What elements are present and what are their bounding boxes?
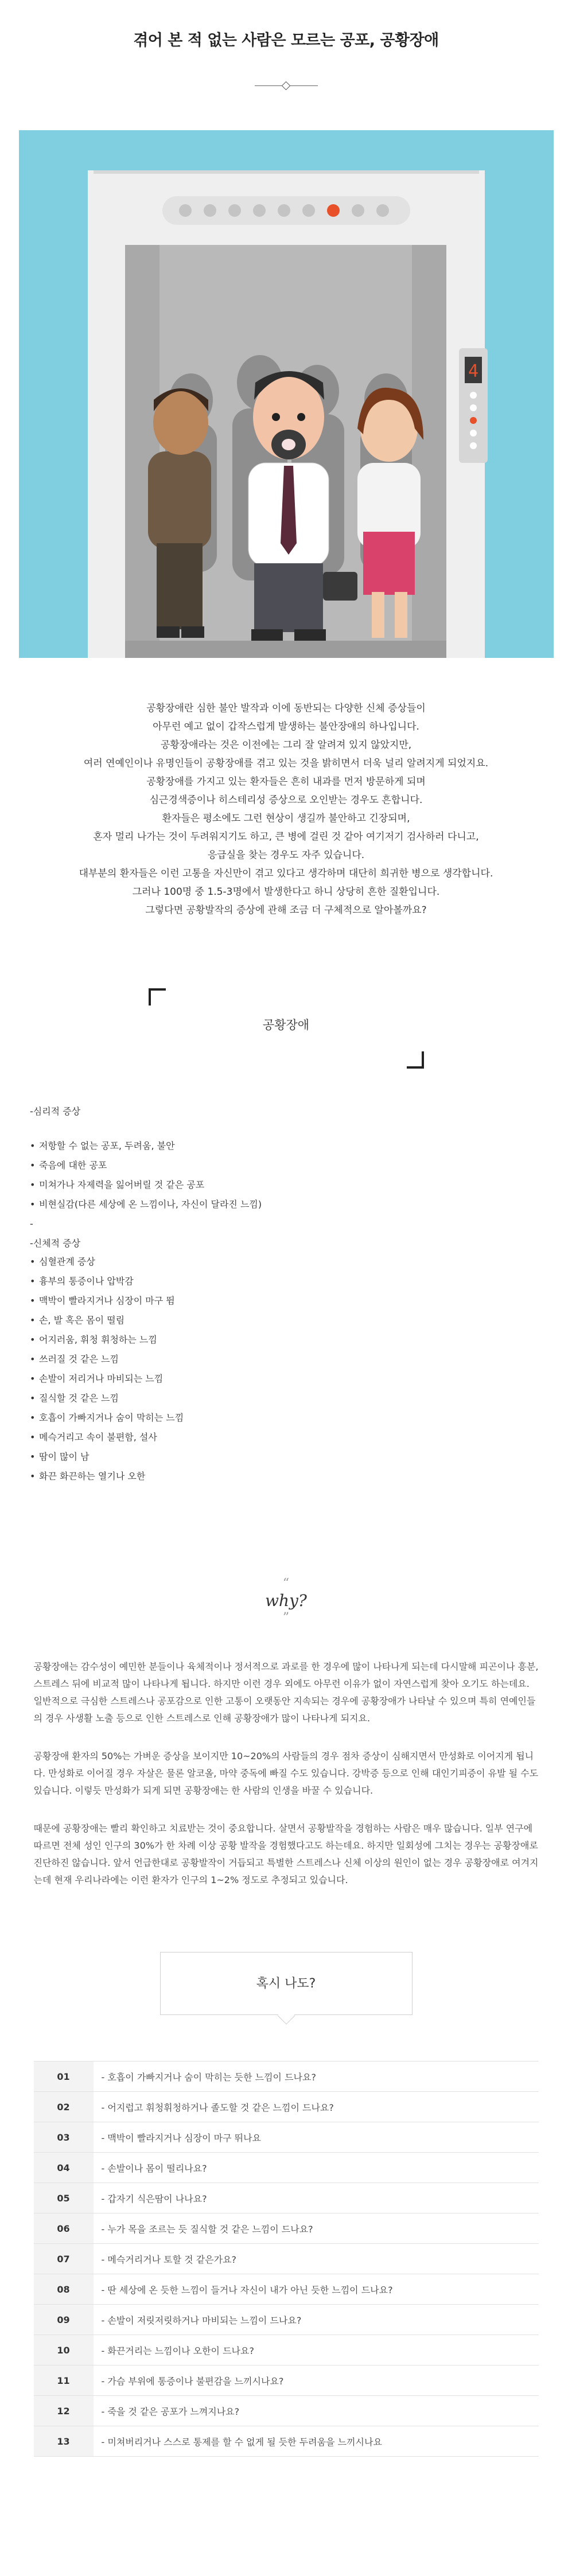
row-number: 13 <box>34 2426 94 2456</box>
list-item: • 비현실감(다른 세상에 온 느낌이나, 자신이 달라진 느낌) <box>30 1195 572 1214</box>
paragraph: 공황장애 환자의 50%는 가벼운 증상을 보이지만 10~20%의 사람들의 경우 점차 증상이 심해지면서 만성화로 이어지게 됩니다. 만성화로 이어질 경우 자살은 물론 알코올, 마약 중독에 빠질 수도 있습니다. 강박증 등으로 인해 대인기피증이 유발 될 수도 있습니다. 이렇듯 만성화가 되게 되면 공황장애는 한 사람의 인생을 바꿀 수 있습니다. <box>33 1751 539 1796</box>
intro-line: 심근경색증이나 히스테리성 증상으로 오인받는 경우도 흔합니다. <box>149 794 423 806</box>
table-row <box>34 2244 539 2274</box>
quote-close-icon: ” <box>282 1611 290 1625</box>
list-item: • 손, 발 혹은 몸이 떨림 <box>30 1311 572 1330</box>
section-heading-frame <box>149 988 424 1069</box>
intro-text <box>0 699 572 919</box>
explanation-text <box>34 1658 539 1889</box>
row-number: 11 <box>34 2365 94 2395</box>
active-floor-light <box>327 204 340 217</box>
table-row <box>34 2365 539 2396</box>
divider-diamond-icon <box>281 81 290 91</box>
row-number: 02 <box>34 2092 94 2122</box>
row-number: 03 <box>34 2122 94 2152</box>
quote-open-icon: “ <box>282 1576 290 1591</box>
row-number: 08 <box>34 2274 94 2304</box>
psych-list <box>30 1136 572 1214</box>
row-question: - 맥박이 빨라지거나 심장이 마구 뛰나요 <box>101 2132 261 2144</box>
paragraph: 때문에 공황장애는 빨리 확인하고 치료받는 것이 중요합니다. 살면서 공황발작을 경험하는 사람은 매우 많습니다. 일부 연구에 따르면 전체 성인 인구의 30%가 한 차례 이상 공황 발작을 경험했다고도 하는데요. 하지만 일회성에 그치는 경우는 공황장애로 진단하진 않습니다. 앞서 언급한대로 공황발작이 거듭되고 특별한 스트레스나 신체 이상의 원인이 없는 경우 공황장애로 여겨지는데 현재 우리나라에는 이런 환자가 인구의 1~2% 정도로 추정되고 있습니다. <box>33 1823 539 1885</box>
checklist-heading-box <box>160 1952 413 2026</box>
table-row <box>34 2426 539 2457</box>
checklist-table <box>34 2061 539 2457</box>
page-title: 겪어 본 적 없는 사람은 모르는 공포, 공황장애 <box>133 32 439 49</box>
list-item: • 질식할 것 같은 느낌 <box>30 1389 572 1408</box>
corner-bracket-bottom-right <box>407 1051 424 1069</box>
paragraph: 공황장애는 감수성이 예민한 분들이나 육체적이나 정서적으로 과로를 한 경우에 많이 나타나게 되는데 다시말해 피곤이나 흥분, 스트레스 뒤에 비교적 많이 나타나게 됩니다. 하지만 이런 경우 외에도 아무런 이유가 없이 자연스럽게 찾아 오기도 하는데요. 일반적으로 극심한 스트레스나 공포감으로 인한 고통이 오랫동안 지속되는 경우에 공황장애가 나타날 수 있으며 특히 연예인들의 경우 사생활 노출 등으로 인한 스트레스로 인해 공황장애가 많이 나타나게 되지요. <box>33 1661 539 1724</box>
list-item: • 미쳐가나 자제력을 잃어버릴 것 같은 공포 <box>30 1175 572 1195</box>
table-row <box>34 2092 539 2122</box>
row-question: - 어지럽고 휘청휘청하거나 졸도할 것 같은 느낌이 드나요? <box>101 2102 334 2113</box>
intro-line: 공황장애란 심한 불안 발작과 이에 동반되는 다양한 신체 증상들이 <box>146 703 426 714</box>
table-row <box>34 2274 539 2305</box>
intro-line: 혼자 멀리 나가는 것이 두려워지기도 하고, 큰 병에 걸린 것 같아 여기저기 검사하러 다니고, <box>93 831 479 843</box>
list-item: • 쓰러질 것 같은 느낌 <box>30 1350 572 1369</box>
row-question: - 딴 세상에 온 듯한 느낌이 들거나 자신이 내가 아닌 듯한 느낌이 드나요? <box>101 2284 393 2296</box>
physical-list <box>30 1252 572 1486</box>
row-number: 05 <box>34 2183 94 2213</box>
table-row <box>34 2396 539 2426</box>
row-question: - 손발이나 몸이 떨리나요? <box>101 2162 207 2174</box>
row-question: - 호흡이 가빠지거나 숨이 막히는 듯한 느낌이 드나요? <box>101 2071 316 2083</box>
corner-bracket-top-left <box>149 988 166 1006</box>
why-title: why? <box>265 1591 307 1610</box>
floor-number: 4 <box>468 361 478 381</box>
briefcase-icon <box>323 572 357 601</box>
list-item: • 맥박이 빨라지거나 심장이 마구 뜀 <box>30 1291 572 1311</box>
row-number: 07 <box>34 2244 94 2274</box>
row-question: - 메슥거리거나 토할 것 같은가요? <box>101 2254 237 2265</box>
list-item: • 어지러움, 휘청 휘청하는 느낌 <box>30 1330 572 1350</box>
list-item: • 호흡이 가빠지거나 숨이 막히는 느낌 <box>30 1408 572 1428</box>
section-title: 공황장애 <box>262 1018 310 1032</box>
row-question: - 누가 목을 조르는 듯 질식할 것 같은 느낌이 드나요? <box>101 2223 313 2235</box>
row-question: - 손발이 저릿저릿하거나 마비되는 느낌이 드나요? <box>101 2314 302 2326</box>
checklist-title: 혹시 나도? <box>256 1977 316 1991</box>
row-question: - 가슴 부위에 통증이나 불편감을 느끼시나요? <box>101 2375 284 2387</box>
table-row <box>34 2335 539 2365</box>
row-number: 10 <box>34 2335 94 2365</box>
table-row <box>34 2213 539 2244</box>
row-number: 12 <box>34 2396 94 2426</box>
row-number: 06 <box>34 2213 94 2243</box>
row-question: - 화끈거리는 느낌이나 오한이 드나요? <box>101 2345 254 2356</box>
list-item: • 메슥거리고 속이 불편함, 설사 <box>30 1428 572 1447</box>
table-row <box>34 2183 539 2213</box>
physical-heading: -신체적 증상 <box>30 1238 81 1249</box>
intro-line: 공황장애를 가지고 있는 환자들은 흔히 내과를 먼저 방문하게 되며 <box>146 776 426 788</box>
symptom-list <box>30 1103 572 1486</box>
list-item: • 죽음에 대한 공포 <box>30 1156 572 1175</box>
table-row <box>34 2061 539 2092</box>
list-item: • 땀이 많이 남 <box>30 1447 572 1467</box>
hero-illustration <box>19 130 554 658</box>
table-row <box>34 2153 539 2183</box>
list-item: • 화끈 화끈하는 열기나 오한 <box>30 1467 572 1486</box>
row-question: - 죽을 것 같은 공포가 느껴지나요? <box>101 2406 240 2417</box>
psych-heading: -심리적 증상 <box>30 1106 81 1117</box>
table-row <box>34 2122 539 2153</box>
intro-line: 그렇다면 공황발작의 증상에 관해 조금 더 구체적으로 알아볼까요? <box>145 905 427 916</box>
intro-line: 응급실을 찾는 경우도 자주 있습니다. <box>207 849 365 861</box>
elevator-illustration <box>19 130 554 658</box>
row-question: - 미쳐버리거나 스스로 통제를 할 수 없게 될 듯한 두려움을 느끼시나요 <box>101 2436 382 2448</box>
intro-line: 공황장애라는 것은 이전에는 그리 잘 알려져 있지 않았지만, <box>160 739 412 751</box>
row-number: 01 <box>34 2061 94 2091</box>
table-row <box>34 2305 539 2335</box>
row-number: 04 <box>34 2153 94 2183</box>
separator-mark: - <box>30 1218 33 1229</box>
list-item: • 흉부의 통증이나 압박감 <box>30 1272 572 1291</box>
intro-line: 그러나 100명 중 1.5-3명에서 발생한다고 하니 상당히 흔한 질환입니다. <box>132 886 440 898</box>
intro-line: 대부분의 환자들은 이런 고통을 자신만이 겪고 있다고 생각하며 대단히 희귀한 병으로 생각합니다. <box>79 868 493 879</box>
left-person <box>148 388 211 638</box>
row-question: - 갑자기 식은땀이 나나요? <box>101 2193 207 2204</box>
row-number: 09 <box>34 2305 94 2335</box>
why-heading <box>0 1578 572 1624</box>
list-item: • 심혈관계 증상 <box>30 1252 572 1272</box>
title-divider <box>255 81 318 90</box>
list-item: • 저항할 수 없는 공포, 두려움, 불안 <box>30 1136 572 1156</box>
intro-line: 아무런 예고 없이 갑작스럽게 발생하는 불안장애의 하나입니다. <box>153 721 419 732</box>
intro-line: 환자들은 평소에도 그런 현상이 생길까 불안하고 긴장되며, <box>162 813 410 824</box>
intro-line: 여러 연예인이나 유명인들이 공황장애를 겪고 있는 것을 밝히면서 더욱 널리 알려지게 되었지요. <box>83 758 489 769</box>
list-item: • 손발이 저리거나 마비되는 느낌 <box>30 1369 572 1389</box>
